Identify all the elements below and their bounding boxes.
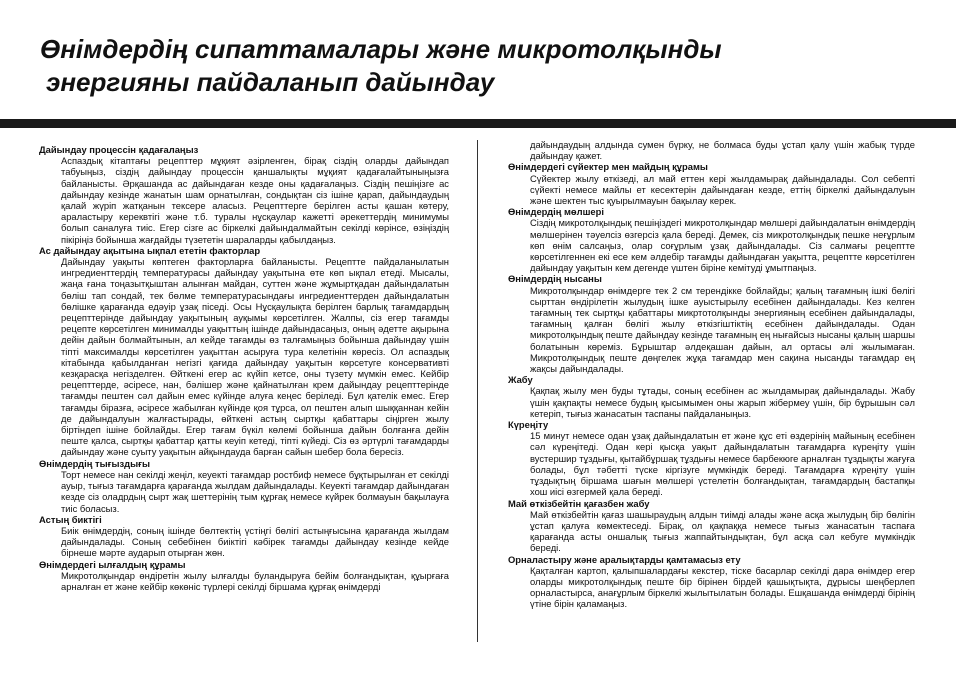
section-heading: Жабу (508, 374, 533, 386)
section-heading: Өнімдердің нысаны (508, 273, 602, 285)
section-heading: Өнімдердің тығыздығы (39, 457, 151, 469)
section-heading: Астың биктігі (39, 513, 102, 525)
page-title-line-1: Өнімдердің сипаттамалары және микротолқынды (40, 34, 722, 64)
section-heading: Дайындау процессін қадағалаңыз (39, 144, 199, 155)
section-heading: Күреңіту (508, 419, 549, 431)
section-heading: Өнімдердегі ылғалдың құрамы (39, 558, 186, 570)
page-title (40, 33, 920, 99)
section-text: Қақпақ жылу мен буды тұтады, соның есебінен ас жылдамырақ дайындалады. Жабу үшін қақпақты немесе будың қысымымен оны жарып жібермеу үшін, бір бұрышын сәл кетеріп, тығыз жанасатын таспаны пайдаланыңыз. (530, 385, 915, 419)
section-heading: Өнімдердің мөлшері (508, 206, 604, 218)
section-text: Қақталған картоп, қалыпшалардағы кекстер, тіске басарлар секілді дара өнімдер егер оларды микротолқындық пеште бір бірінен бірдей қашықтықта, дұрысы шеңберлеп орналастырса, анағұрлым біркелкі жылытылатын болады. Ешқашанда өнімдерді бірінің үтіне бірін қаламаңыз. (530, 564, 915, 610)
section-heading: Ас дайындау ақытына ықпал ететін факторлар (39, 244, 261, 256)
left-column (39, 144, 449, 592)
section-heading: Май өткізбейтін қағазбен жабу (508, 497, 650, 509)
page-title-line-2: энергияны пайдаланып дайындау (46, 67, 495, 97)
right-column (508, 139, 915, 610)
section-text: Биік өнімдердің, соның ішінде бөлтектің үстіңгі бөлігі астыңғысына қарағанда жылдам дайындалады. Соның себебінен биіктігі кәбірек тағамды дайындау кезінде кейде бірнеше мәрте аударып отырған жөн. (61, 524, 449, 559)
section-text: Дайындау уақыты көптеген факторларға байланысты. Рецептте пайдаланылатын ингредиенттердің температурасы дайындау уақытына өте көп ықпал етеді. Мысалы, жаңа ғана тоңазытқыштан алынған майдан, суттен және жұмыртқадан дайындалатын бөліш тап сондай, тек бөлме температурасындағы ингредиенттерден дайындалатын бөлішке қарағанда едәуір ұзақ піседі. Осы Нұсқаулықта берілген барлық тағамдардың рецепттерінде дайындау уақытының ауқымы көрсетілген. Жалпы, сіз егер тағамды рецепте көрсетілген минималды уақыттың ішінде дайындасаңыз, оның әдетте ақырына дейін дайын болмайтынын, ал кейде тағамды өз талғамыңыз бойынша дайындау үшін тіпті максималды көрсетілген уақыттан асыруға тура келетінін көресіз. Ол аспаздық кітабында қабылданған негізгі қағида дайындау уақытын көрсетуге консервативті кезқарасқа негізделген. Өйткені егер ас күйіп кетсе, оны түзету мүмкін емес. Кейбір рецепттерде, әсіресе, нан, бәлішер және қайнатылған крем дайындау рецепттерінде тағамды пештен сәл дайын емес күйінде алуға кеңес беріледі. Бұл қателік емес. Егер тағамды біразға, әсіресе жабылған күйінде қоя тұрса, ол пештен алып шыққаннан кейін де дайындалуын жалғастырады, өйткені астың сыртқы қабаттары сіңірген жылу біртіндеп ішіне бойлайды. Егер тағам бүкіл көлемі бойынша дайын болғанға дейін пеште қалса, сыртқы қабаттар қатты кеуіп кетеді, тіпті күйеді. Сіз өз әртүрлі тағамдарды дайындау және суыту уақытын айқындауда барған сайын шебер бола бересіз. (61, 256, 449, 458)
section-text: Сүйектер жылу өткізеді, ал май еттен кері жылдамырақ дайындалады. Сол себепті сүйекті немесе майлы ет кесектерін дайындаған кезде, еттің біркелкі дайындалуын және шектен тыс қуырылмауын бақылау керек. (530, 172, 915, 207)
section-text: дайындаудың алдында сумен бүрку, не болмаса буды ұстап қалу үшін жабық түрде дайындау қажет. (530, 139, 915, 162)
section-text: Торт немесе нан секілді жеңіл, кеуекті тағамдар ростбиф немесе бұқтырылған ет секілді ауыр, тығыз тағамдарға қарағанда жылдам дайындалады. Кеуекті тағамдар дайындаған кезде сіз оладрдың сырт жақ шеттерінің тым құрғақ немесе күйрек болмауын бақылауға тиіс боласыз. (61, 468, 449, 514)
section-text: Микротолқындар өнімдерге тек 2 см терендікке бойлайды; қалың тағамның ішкі бөлігі сырттан өндірілетін жылудың ішке ауыстырылу есебінен дайындалады. Кез келген тағамның тек сыртқы қабаттары микртотолқынды энергияның есебінен дайындалады, тағамның қалған бөлігі жылу өткізгіштіктің есебінен дайындалады. Одан микротолқындық пеште дайындау кезінде тағамның ең нығайсыз нысаны қалың шаршы болатынын көреміз. Бұрыштар әлдеқашан дайын, ал ортасы әлі жылымаған. Микротолқындық пеште дөңгелек жұқа тағамдар мен сақина нысанды тағамдар ең жақсы дайындалады. (530, 284, 915, 375)
section-text: 15 минут немесе одан ұзақ дайындалатын ет және құс еті өздерінің майының есебінен сәл күреңітеді. Одан кері қысқа уақыт дайындалатын тағамдарға күреңіту үшін вустершир тұздығы, қытайбұршақ тұздығы немесе барбекюге арналған тұздықты жағуға болады, бұл тәбетті түске кіргізуге мүмкіндік береді. Тағамдарға күреңіту үшін тұздықтың біршама шағын мөлшері үстелетін болғандықтан, тағамдардың бастапқы хош иісі өзгермей қала береді. (530, 430, 915, 498)
header-rule (0, 119, 956, 128)
section-heading: Өнімдердегі сүйектер мен майдың құрамы (508, 161, 708, 173)
section-heading: Орналастыру және аралықтарды қамтамасыз ету (508, 553, 741, 565)
section-text: Сіздің микротолқындық пешіңіздегі микротолқындар мөлшері дайындалатын өнімдердің мөлшерінен тәуелсіз өзгерсіз қала береді. Демек, сіз микротолқындық пешке неғұрлым көп өнім салсаңыз, олар соғұрлым ұзақ дайындалады. Сіз салмағы рецептте көрсетілгеннен екі есе кем әлдебір тағамды дайындаған уақытта, рецептте көрсетілген дайындау уақытын кем дегенде үштен біріне кемітуді ұмытпаңыз. (530, 217, 915, 274)
section-text: Микротолқындар өндіретін жылу ылғалды буландыруға бейім болғандықтан, құырғаға арналған ет және кейбір көкөніс түрлері секілді біршама құрғақ өнімдерді (61, 569, 449, 592)
section-text: Май өткізбейтін қағаз шашыраудың алдын тиімді алады және асқа жылудың бір бөлігін ұстап қалуға көмектеседі. Бірақ, ол қақпаққа немесе тығыз жанасатын таспаға қарағанда асты оншалық тығыз жаппайтындықтан, бұл асқа сәл кебуге мүмкіндік береді. (530, 508, 915, 554)
column-divider (477, 140, 478, 642)
section-text: Аспаздық кітаптағы рецепттер мұқият әзірленген, бірақ сіздің оларды дайындап табуыңыз, сіздің дайындау процессін қаншалықты мұқият қадағалайтыныңызға байланысты. Әрқашанда ас дайындаған кезде оны қадағалаңыз. Сіздің пешіңізге ас дайындау кезінде жанатын шам орнатылған, сондықтан сіз ішіне қарап, дайындаудың қалай жүріп жатқанын тексере аласыз. Рецепттерге берілген асты қашан көтеру, араластыру кереквтігі және т.б. туралы нұсқаулар кажетті әрекеттердің минимумы болып саналуға тиіс. Егер сізге ас біркелкі дайындалмайтын секілді көрінсе, өзіңіздің пікіріңіз бойынша жағдайды түзететін шараларды қабылдаңыз. (61, 155, 449, 245)
